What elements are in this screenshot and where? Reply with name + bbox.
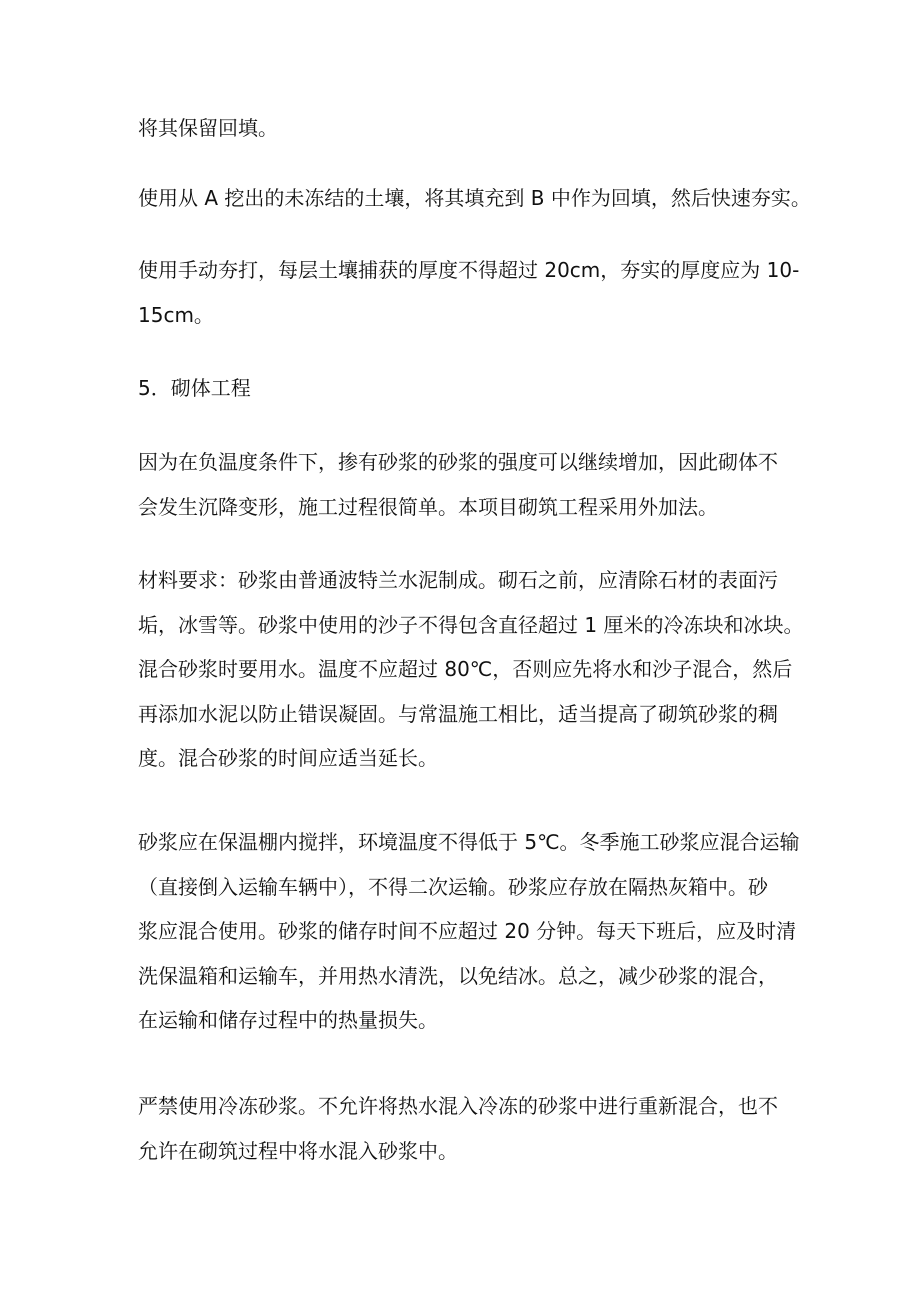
paragraph-line: 使用手动夯打，每层土壤捕获的厚度不得超过 20cm，夯实的厚度应为 10- (138, 258, 800, 282)
paragraph-1 (138, 106, 798, 151)
paragraph-line: 在运输和储存过程中的热量损失。 (138, 1008, 438, 1032)
paragraph-line: 材料要求：砂浆由普通波特兰水泥制成。砌石之前，应清除石材的表面污 (138, 568, 778, 592)
paragraph-3 (138, 248, 798, 337)
paragraph-line: 度。混合砂浆的时间应适当延长。 (138, 746, 438, 770)
paragraph-line: 因为在负温度条件下，掺有砂浆的砂浆的强度可以继续增加，因此砌体不 (138, 450, 778, 474)
paragraph-line: 会发生沉降变形，施工过程很简单。本项目砌筑工程采用外加法。 (138, 494, 718, 519)
paragraph-line: 垢，冰雪等。砂浆中使用的沙子不得包含直径超过 1 厘米的冷冻块和冰块。 (138, 612, 804, 637)
section-heading: 5．砌体工程 (138, 376, 251, 400)
paragraph-line: 允许在砌筑过程中将水混入砂浆中。 (138, 1138, 458, 1163)
section-heading-masonry (138, 366, 798, 411)
paragraph-5 (138, 440, 798, 529)
paragraph-6 (138, 558, 804, 781)
paragraph-2 (138, 176, 811, 221)
paragraph-line: （直接倒入运输车辆中），不得二次运输。砂浆应存放在隔热灰箱中。砂 (138, 874, 768, 899)
paragraph-line: 洗保温箱和运输车，并用热水清洗，以免结冰。总之，减少砂浆的混合， (138, 963, 778, 988)
paragraph-line: 15cm。 (138, 302, 214, 327)
paragraph-line: 将其保留回填。 (138, 116, 278, 140)
paragraph-line: 使用从 A 挖出的未冻结的土壤，将其填充到 B 中作为回填，然后快速夯实。 (138, 186, 811, 210)
paragraph-7 (138, 820, 798, 1043)
paragraph-line: 严禁使用冷冻砂浆。不允许将热水混入冷冻的砂浆中进行重新混合，也不 (138, 1094, 778, 1118)
paragraph-line: 砂浆应在保温棚内搅拌，环境温度不得低于 5℃。冬季施工砂浆应混合运输 (138, 830, 800, 854)
paragraph-line: 再添加水泥以防止错误凝固。与常温施工相比，适当提高了砌筑砂浆的稠 (138, 701, 778, 726)
paragraph-8 (138, 1084, 798, 1173)
paragraph-line: 混合砂浆时要用水。温度不应超过 80℃，否则应先将水和沙子混合，然后 (138, 657, 793, 681)
paragraph-line: 浆应混合使用。砂浆的储存时间不应超过 20 分钟。每天下班后，应及时清 (138, 919, 797, 943)
